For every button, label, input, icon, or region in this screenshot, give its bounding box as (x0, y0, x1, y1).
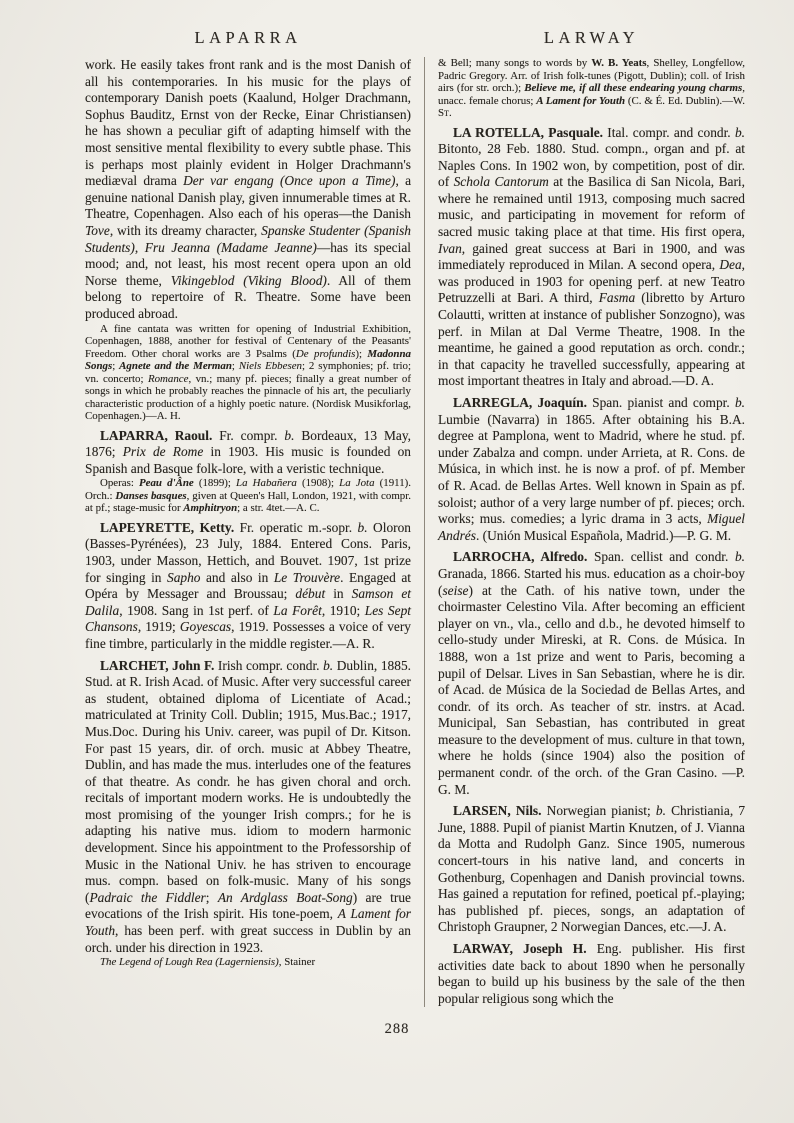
entry-la-rotella: LA ROTELLA, Pasquale. Ital. compr. and condr. b. Bitonto, 28 Feb. 1880. Stud. compn., organ and pf. at Naples Cons. In 1902 won, by competition, post of dir. of Schola Cantorum at the Basilica di San Nicola, Bari, where he remained until 1913, composing much sacred music, and participating in movement for reform of sacred music taking place at that time. His first opera, Ivan, gained great success at Bari in 1900, and was immediately reproduced in Milan. A second opera, Dea, was produced in 1903 for opening perf. at new Teatro Petruzzelli at Bari. A third, Fasma (libretto by Arturo Colautti, written at instance of publisher Sonzogno), was perf. in Milan at Dal Verme Theatre, 1908. In the meantime, he gained a good reputation as orch. condr.; in that capacity he travelled successfully, appearing at most important theatres in Italy and abroad.—D. A. (438, 124, 746, 389)
left-column-header: LAPARRA (194, 28, 302, 47)
entry-larsen: LARSEN, Nils. Norwegian pianist; b. Christiania, 7 June, 1888. Pupil of pianist Martin Knutzen, of J. Vianna da Motta and Rudolph Ganz. Since 1905, numerous concert-tours in his native land, and concerts in Gothenburg, Copenhagen and Danish provincial towns. Has gained a reputation for refined, poetical pf.-playing; has published pf. pieces, songs, an adaptation of Christoph Graupner, 2 Norwegian Dances, etc.—J. A. (438, 803, 746, 935)
page-number: 288 (384, 1021, 410, 1037)
larchet-works-continuation: & Bell; many songs to words by W. B. Yeats, Shelley, Longfellow, Padric Gregory. Arr. of Irish folk-tunes (Pigott, Dublin); coll. of Irish airs (for str. orch.); Believe me, if all these endearing young charms, unacc. female chorus; A Lament for Youth (C. & É. Ed. Dublin).—W. St. (438, 57, 746, 119)
entry-lapeyrette: LAPEYRETTE, Ketty. Fr. operatic m.-sopr. b. Oloron (Basses-Pyrénées), 23 July, 1884. Entered Cons. Paris, 1903, under Masson, Hettich, and Bouvet. 1907, 1st prize for singing in Sapho and also in Le Trouvère. Engaged at Opéra by Messager and Broussau; début in Samson et Dalila, 1908. Sang in 1st perf. of La Forêt, 1910; Les Sept Chansons, 1919; Goyescas, 1919. Possesses a voice of very fine timbre, particularly in the middle register.—A. R. (85, 519, 411, 651)
continuation-paragraph: work. He easily takes front rank and is the most Danish of all his contemporaries. In his music for the plays of contemporary Danish poets (Kaalund, Holger Drachmann, Sophus Bauditz, Ernst von der Recke, Einar Christiansen) he has shown a peculiar gift of adapting himself with the most sensitive mental flexibility to every subtle phase. This is perhaps most plainly evident in Holger Drachmann's mediæval drama Der var engang (Once upon a Time), a genuine national Danish play, given innumerable times at R. Theatre, Copenhagen. Also each of his operas—the Danish Tove, with its dreamy character, Spanske Studenter (Spanish Students), Fru Jeanna (Madame Jeanne)—has its special mood; and, not least, his most recent opera upon an old Norse theme, Vikingeblod (Viking Blood). All of them belong to repertoire of R. Theatre. Some have been produced abroad. (85, 57, 412, 321)
entry-larregla: LARREGLA, Joaquín. Span. pianist and compr. b. Lumbie (Navarra) in 1865. After obtaining his B.A. degree at Pamplona, went to Madrid, where he stud. pf. under Zabalza and compn. under Arrieta, at R. Cons. de Música, in which inst. he is now a prof. of pf. Member of R. Acad. de Bellas Artes. Well known in Spain as pf. soloist; author of a very large number of pf. pieces; orch. works; mus. comedies; a lyric drama in 3 acts, Miguel Andrés. (Unión Musical Española, Madrid.)—P. G. M. (438, 395, 745, 543)
running-heads (85, 28, 746, 48)
left-header-cell (85, 28, 411, 48)
column-divider (424, 57, 425, 1007)
page-footer (0, 1020, 794, 1038)
two-column-body (85, 57, 746, 1007)
left-column (85, 57, 411, 1007)
choral-works-small-print: A fine cantata was written for opening of Industrial Exhibition, Copenhagen, 1888, another for festival of Centenary of the Peasants' Freedom. Other choral works are 3 Psalms (De profundis); Madonna Songs; Agnete and the Merman; Niels Ebbesen; 2 symphonies; pf. trio; vn. concerto; Romance, vn.; many pf. pieces; finally a great number of songs in which he probably reaches the pinnacle of his art, the peculiarly characteristic production of a highly poetic nature. (Nordisk Musikforlag, Copenhagen.)—A. H. (85, 322, 412, 422)
laparra-works-small-print: Operas: Peau d'Âne (1899); La Habañera (1908); La Jota (1911). Orch.: Danses basques, given at Queen's Hall, London, 1921, with compr. at pf.; stage-music for Amphitryon; a str. 4tet.—A. C. (85, 477, 412, 515)
entry-larchet: LARCHET, John F. Irish compr. condr. b. Dublin, 1885. Stud. at R. Irish Acad. of Music. After very successful career as student, obtained diploma of Licentiate of Acad.; matriculated at Trinity Coll. Dublin; 1915, Mus.Bac.; 1917, Mus.Doc. During his Univ. career, was pupil of Dr. Kitson. For past 15 years, dir. of orch. music at Abbey Theatre, Dublin, and has made the mus. interludes one of the features of that theatre. As condr. he has given choral and orch. recitals of important modern works. He is undoubtedly the most promising of the younger Irish comprs.; for he is adapting his native mus. idiom to modern harmonic development. Since his appointment to the Professorship of Music in the National Univ. he has striven to encourage mus. compn. based on folk-music. Many of his songs (Padraic the Fiddler; An Ardglass Boat-Song) are true evocations of the Irish spirit. His tone-poem, A Lament for Youth, has been perf. with great success in Dublin by an orch. under his direction in 1923. (85, 657, 412, 955)
page-content (85, 28, 746, 1007)
right-column-header: LARWAY (543, 28, 640, 47)
right-header-cell (438, 28, 745, 48)
larchet-works-small-print: The Legend of Lough Rea (Lagerniensis), Stainer (100, 956, 316, 969)
right-column (438, 57, 745, 1007)
entry-larrocha: LARROCHA, Alfredo. Span. cellist and condr. b. Granada, 1866. Started his mus. education as a choir-boy (seise) at the Cath. of his native town, under the choirmaster Celestino Vila. After becoming an efficient player on vn., vla., cello and d.b., he devoted himself to cello-study under Mireski, at R. Cons. de Música. In 1888, won a 1st prize and went to Paris, becoming a pupil of Delsar. Lives in San Sebastian, where he is dir. of Acad. de Música de la Sociedad de Bellas Artes, and condr. of its orch. As teacher of str. instrs. at Acad. Municipal, San Sebastian, has contributed in great measure to the development of mus. culture in that town, where he holds (since 1904) also the position of permanent condr. of the orch. of the Gran Casino. —P. G. M. (438, 549, 745, 797)
entry-larway: LARWAY, Joseph H. Eng. publisher. His first activities date back to about 1890 when he personally began to build up his business by the sale of the then popular religious song which the (438, 941, 745, 1006)
entry-laparra: LAPARRA, Raoul. Fr. compr. b. Bordeaux, 13 May, 1876; Prix de Rome in 1903. His music is founded on Spanish and Basque folk-lore, with a veristic technique. (85, 427, 411, 476)
